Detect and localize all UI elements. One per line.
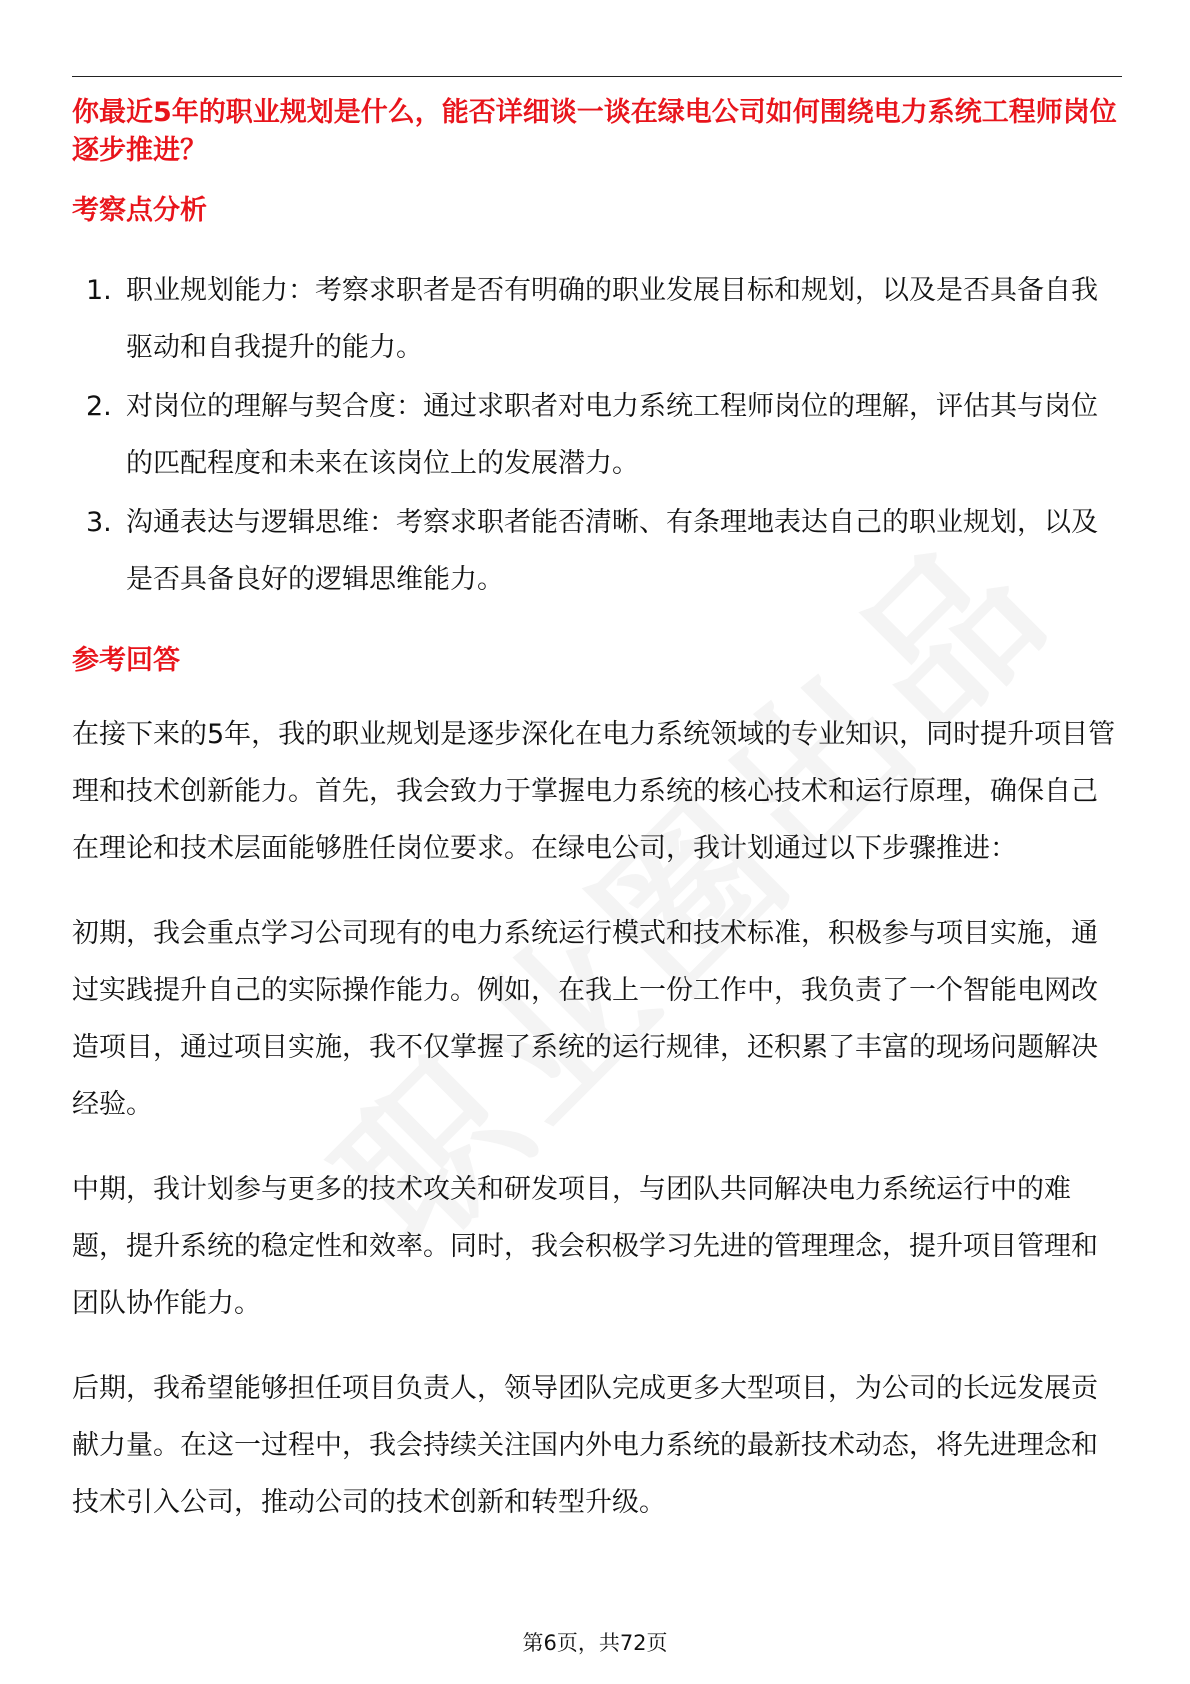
- item-text: 职业规划能力：考察求职者是否有明确的职业发展目标和规划，以及是否具备自我驱动和自我提升的能力。: [126, 275, 1098, 363]
- analysis-heading: 考察点分析: [72, 195, 207, 226]
- page-number: 第6页，共72页: [522, 1631, 668, 1655]
- answer-paragraph: 在接下来的5年，我的职业规划是逐步深化在电力系统领域的专业知识，同时提升项目管理和技术创新能力。首先，我会致力于掌握电力系统的核心技术和运行原理，确保自己在理论和技术层面能够胜任岗位要求。在绿电公司，我计划通过以下步骤推进：: [72, 719, 1116, 864]
- item-number: 2.: [86, 391, 112, 422]
- analysis-list: [72, 262, 1122, 608]
- question-title: 你最近5年的职业规划是什么，能否详细谈一谈在绿电公司如何围绕电力系统工程师岗位逐步推进？: [72, 97, 1117, 166]
- analysis-item: [72, 378, 1122, 492]
- answer-paragraph: 初期，我会重点学习公司现有的电力系统运行模式和技术标准，积极参与项目实施，通过实践提升自己的实际操作能力。例如，在我上一份工作中，我负责了一个智能电网改造项目，通过项目实施，我不仅掌握了系统的运行规律，还积累了丰富的现场问题解决经验。: [72, 918, 1098, 1120]
- answer-heading: 参考回答: [72, 645, 180, 676]
- analysis-item: [72, 262, 1122, 376]
- analysis-item: [72, 494, 1122, 608]
- answer-paragraph: 中期，我计划参与更多的技术攻关和研发项目，与团队共同解决电力系统运行中的难题，提升系统的稳定性和效率。同时，我会积极学习先进的管理理念，提升项目管理和团队协作能力。: [72, 1174, 1098, 1319]
- item-text: 对岗位的理解与契合度：通过求职者对电力系统工程师岗位的理解，评估其与岗位的匹配程度和未来在该岗位上的发展潜力。: [126, 391, 1098, 479]
- top-divider: [72, 76, 1122, 77]
- item-number: 3.: [86, 507, 112, 538]
- main-content: [72, 94, 1122, 1531]
- item-text: 沟通表达与逻辑思维：考察求职者能否清晰、有条理地表达自己的职业规划，以及是否具备良好的逻辑思维能力。: [126, 507, 1098, 595]
- item-number: 1.: [86, 275, 112, 306]
- answer-paragraph: 后期，我希望能够担任项目负责人，领导团队完成更多大型项目，为公司的长远发展贡献力量。在这一过程中，我会持续关注国内外电力系统的最新技术动态，将先进理念和技术引入公司，推动公司的技术创新和转型升级。: [72, 1373, 1098, 1518]
